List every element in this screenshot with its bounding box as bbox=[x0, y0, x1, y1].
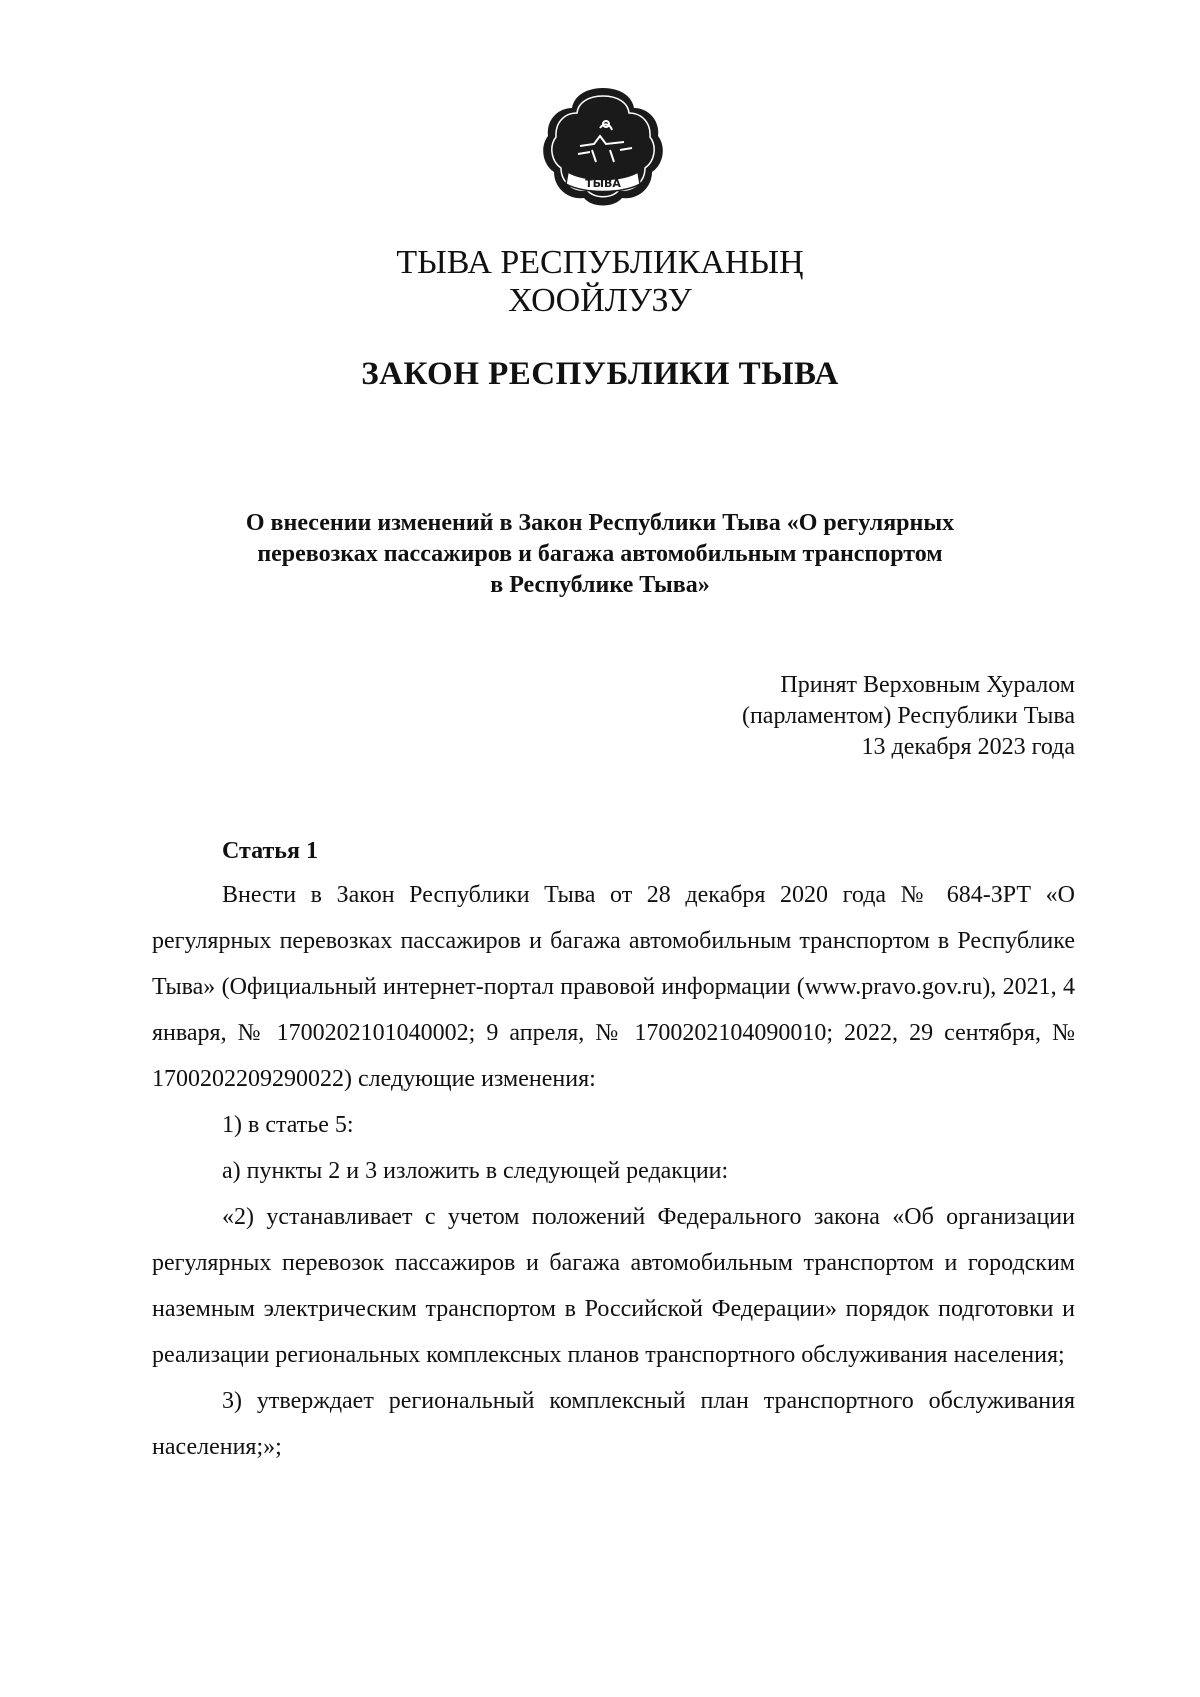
tuvan-heading-line1: ТЫВА РЕСПУБЛИКАНЫҢ bbox=[396, 244, 804, 281]
paragraph-point-3: 3) утверждает региональный комплексный план транспортного обслуживания населения;»; bbox=[152, 1388, 1075, 1460]
adoption-line2: (парламентом) Республики Тыва bbox=[741, 703, 1075, 729]
russian-heading: ЗАКОН РЕСПУБЛИКИ ТЫВА bbox=[361, 356, 839, 392]
tuvan-heading bbox=[0, 244, 1200, 320]
emblem-icon bbox=[540, 84, 666, 210]
article-body bbox=[152, 872, 1075, 1470]
coat-of-arms-emblem bbox=[540, 84, 666, 210]
law-title-line2: перевозках пассажиров и багажа автомобильным транспортом bbox=[257, 541, 943, 567]
emblem-ribbon-text: ТЫВА bbox=[585, 177, 621, 190]
adoption-line1: Принят Верховным Хуралом bbox=[780, 672, 1075, 698]
adoption-date: 13 декабря 2023 года bbox=[861, 734, 1075, 760]
paragraph-item-1: 1) в статье 5: bbox=[222, 1112, 354, 1138]
law-title-line3: в Республике Тыва» bbox=[490, 572, 710, 598]
paragraph-point-2: «2) устанавливает с учетом положений Федерального закона «Об организации регулярных перевозок пассажиров и багажа автомобильным транспортом и городским наземным электрическим транспортом в Российской Федерации» порядок подготовки и реализации региональных комплексных планов транспортного обслуживания населения; bbox=[152, 1204, 1075, 1368]
tuvan-heading-line2: ХООЙЛУЗУ bbox=[508, 282, 692, 319]
law-title bbox=[180, 508, 1020, 601]
law-title-line1: О внесении изменений в Закон Республики Тыва «О регулярных bbox=[245, 510, 955, 536]
paragraph-amendment-intro: Внести в Закон Республики Тыва от 28 декабря 2020 года № 684-ЗРТ «О регулярных перевозках пассажиров и багажа автомобильным транспортом в Республике Тыва» (Официальный интернет-портал правовой информации (www.pravo.gov.ru), 2021, 4 января, № 1700202101040002; 9 апреля, № 1700202104090010; 2022, 29 сентября, № 1700202209290022) следующие изменения: bbox=[152, 882, 1075, 1092]
article-heading: Статья 1 bbox=[222, 838, 318, 864]
adoption-note bbox=[742, 670, 1075, 763]
paragraph-subitem-a: а) пункты 2 и 3 изложить в следующей редакции: bbox=[222, 1158, 729, 1184]
